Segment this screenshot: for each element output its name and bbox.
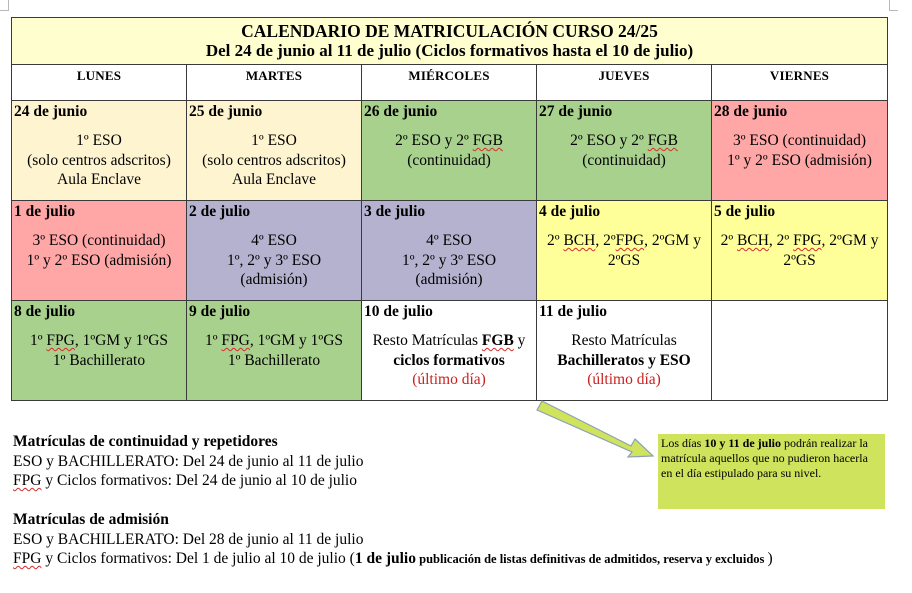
text-run: podrán realizar la matrícula aquellos que no pudieron hacerla en el día estipulado para su nivel. [661, 436, 868, 480]
cell-line: (continuidad) [407, 151, 491, 169]
text-run: 2º ESO y 2º [570, 132, 648, 149]
text-run: , 2º [595, 232, 616, 249]
text-run: FPG [13, 472, 42, 489]
text-run: , 1ºGM y 1ºGS [249, 332, 344, 349]
cell-line: 1º, 2º y 3º ESO [401, 251, 497, 269]
callout-note [658, 434, 885, 509]
text-run: 1 de julio [354, 550, 416, 567]
cell-date: 11 de julio [539, 303, 608, 320]
cell-line: 1º y 2º ESO (admisión) [727, 151, 872, 169]
text-run: y Ciclos formativos: Del 1 de julio al 10 de julio ( [41, 550, 355, 567]
text-run: y [513, 332, 526, 349]
text-run: publicación de listas definitivas de admitidos, reserva y excluidos [416, 552, 768, 566]
day-header-thursday: JUEVES [537, 65, 712, 101]
text-run: 1º [29, 332, 47, 349]
cell-line: 1º ESO [251, 132, 297, 149]
text-run: FGB [647, 132, 678, 149]
notes-heading: Matrículas de continuidad y repetidores [13, 433, 278, 450]
text-run: 1º [204, 332, 222, 349]
text-run: Resto Matrículas [372, 332, 482, 349]
cell-line: 1º Bachillerato [227, 351, 321, 369]
cell-line: 4º ESO [251, 232, 297, 249]
cell-line: (admisión) [240, 271, 308, 288]
cell-line: (solo centros adscritos) [202, 151, 346, 169]
cell-date: 8 de julio [14, 303, 76, 320]
cell-date: 2 de julio [189, 203, 251, 220]
cell-date: 27 de junio [539, 103, 613, 120]
text-run: , 2ºGM y [644, 232, 701, 249]
notes-line: ESO y BACHILLERATO: Del 28 de junio al 11 de julio [13, 530, 364, 548]
text-run: ) [767, 550, 773, 567]
cell-line: Aula Enclave [57, 171, 141, 188]
text-run: BCH [737, 232, 769, 249]
text-run: BCH [563, 232, 596, 249]
text-run: FGB [472, 132, 503, 149]
cell-date: 1 de julio [14, 203, 76, 220]
cell-line: 1º Bachillerato [52, 351, 146, 369]
cell-line: (solo centros adscritos) [27, 151, 171, 169]
text-run: 2º [547, 232, 564, 249]
cell-date: 10 de julio [364, 303, 433, 320]
cell-line: 1º ESO [76, 132, 122, 149]
text-run: FPG [615, 232, 645, 249]
cell-date: 24 de junio [14, 103, 88, 120]
cell-line: Resto Matrículas [571, 332, 677, 349]
cell-date: 28 de junio [714, 103, 788, 120]
title-line-1: CALENDARIO DE MATRICULACIÓN CURSO 24/25 [241, 21, 658, 41]
cell-line: (continuidad) [582, 151, 666, 169]
cell-line: 3º ESO (continuidad) [32, 232, 166, 249]
cell-date: 26 de junio [364, 103, 438, 120]
notes-heading: Matrículas de admisión [13, 511, 169, 528]
day-header-monday: LUNES [12, 65, 187, 101]
text-run: , 2º [768, 232, 794, 249]
cell-date: 25 de junio [189, 103, 263, 120]
text-run: FGB [481, 332, 514, 349]
cell-line: 1º, 2º y 3º ESO [226, 251, 322, 269]
text-run: , 1ºGM y 1ºGS [74, 332, 169, 349]
text-run: , 2ºGM y [821, 232, 879, 249]
cell-line: (último día) [412, 371, 486, 388]
cell-line: (admisión) [415, 271, 483, 288]
text-run: FPG [221, 332, 250, 349]
cell-date: 4 de julio [539, 203, 601, 220]
cell-date: 9 de julio [189, 303, 251, 320]
day-header-friday: VIERNES [712, 65, 888, 101]
cell-line: 4º ESO [426, 232, 472, 249]
text-run: Los días [661, 436, 705, 450]
cell-line: 1º y 2º ESO (admisión) [26, 251, 172, 269]
text-run: y Ciclos formativos: Del 24 de junio al 10 de julio [41, 472, 357, 489]
cell-line: 3º ESO (continuidad) [732, 132, 867, 149]
cell-date: 3 de julio [364, 203, 426, 220]
cell-line: 2ºGS [607, 251, 641, 269]
text-run: 10 y 11 de julio [704, 436, 782, 450]
text-run: FPG [793, 232, 822, 249]
cell-line: Aula Enclave [232, 171, 316, 188]
text-run: 2º ESO y 2º [395, 132, 473, 149]
title-line-2: Del 24 de junio al 11 de julio (Ciclos formativos hasta el 10 de julio) [205, 41, 694, 60]
day-header-tuesday: MARTES [187, 65, 362, 101]
cell-line: 2ºGS [783, 251, 816, 269]
notes-line: ESO y BACHILLERATO: Del 24 de junio al 11 de julio [13, 452, 364, 470]
cell-line: Bachilleratos y ESO [557, 351, 691, 369]
text-run: 2º [720, 232, 738, 249]
cell-date: 5 de julio [714, 203, 776, 220]
text-run: FPG [13, 550, 42, 567]
cell-line: ciclos formativos [393, 351, 505, 369]
text-run: FPG [46, 332, 75, 349]
day-header-wednesday: MIÉRCOLES [362, 65, 537, 101]
cell-line: (último día) [587, 371, 661, 388]
